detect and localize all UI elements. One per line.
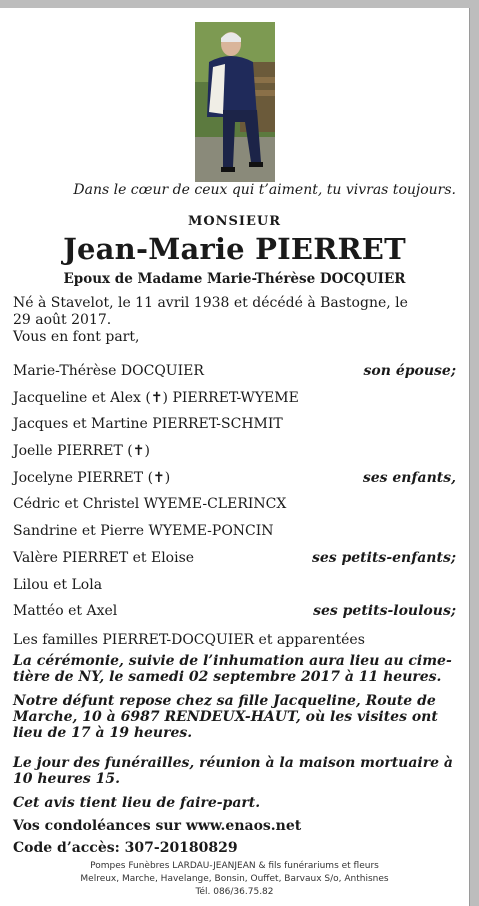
birth-line-3: Vous en font part, bbox=[13, 329, 140, 345]
footer-line-1: Pompes Funèbres LARDAU-JEANJEAN & fils funérariums et fleurs bbox=[90, 861, 379, 871]
portrait-photo bbox=[195, 22, 275, 182]
family-member-name: Jocelyne PIERRET (✝) bbox=[13, 469, 171, 486]
family-member-name: Mattéo et Axel bbox=[13, 603, 118, 620]
viewing-line-2: Marche, 10 à 6987 RENDEUX-HAUT, où les visites ont bbox=[13, 709, 438, 725]
family-member-name: Joelle PIERRET (✝) bbox=[13, 443, 150, 460]
ceremony-line-2: tière de NY, le samedi 02 septembre 2017 à 11 heures. bbox=[13, 669, 442, 685]
family-relation: ses petits-loulous; bbox=[313, 603, 456, 620]
reunion-line-2: 10 heures 15. bbox=[13, 771, 121, 787]
family-row bbox=[13, 385, 456, 412]
family-relation: ses petits-enfants; bbox=[311, 549, 456, 566]
family-relation: ses enfants, bbox=[362, 469, 456, 486]
family-row bbox=[13, 572, 456, 599]
spouse-line: Epoux de Madame Marie-Thérèse DOCQUIER bbox=[63, 271, 406, 287]
family-member-name: Jacques et Martine PIERRET-SCHMIT bbox=[13, 416, 283, 433]
funeral-home-footer bbox=[0, 860, 469, 899]
family-row bbox=[13, 518, 456, 545]
reunion-line-1: Le jour des funérailles, réunion à la maison mortuaire à bbox=[13, 755, 453, 771]
ceremony-info bbox=[13, 653, 456, 685]
family-member-name: Lilou et Lola bbox=[13, 576, 103, 593]
obituary-card bbox=[0, 8, 470, 906]
family-member-name: Jacqueline et Alex (✝) PIERRET-WYEME bbox=[13, 389, 299, 406]
notice-line: Cet avis tient lieu de faire-part. bbox=[13, 795, 261, 811]
portrait-image bbox=[195, 22, 275, 182]
family-row bbox=[13, 438, 456, 465]
family-member-name: Cédric et Christel WYEME-CLERINCX bbox=[13, 496, 287, 513]
family-list bbox=[13, 358, 456, 625]
family-row bbox=[13, 598, 456, 625]
family-member-name: Valère PIERRET et Eloise bbox=[13, 549, 195, 566]
motto: Dans le cœur de ceux qui t’aiment, tu vivras toujours. bbox=[73, 182, 456, 198]
family-row bbox=[13, 465, 456, 492]
family-member-name: Sandrine et Pierre WYEME-PONCIN bbox=[13, 523, 274, 540]
ceremony-line-1: La cérémonie, suivie de l’inhumation aura lieu au cime- bbox=[13, 653, 452, 669]
birth-death-info bbox=[13, 295, 456, 346]
birth-line-2: 29 août 2017. bbox=[13, 312, 112, 328]
access-code: Code d’accès: 307-20180829 bbox=[13, 840, 238, 856]
honorific: MONSIEUR bbox=[187, 214, 282, 229]
deceased-name: Jean-Marie PIERRET bbox=[63, 232, 406, 266]
family-row bbox=[13, 411, 456, 438]
viewing-info bbox=[13, 693, 456, 741]
condolences-line: Vos condoléances sur www.enaos.net bbox=[13, 818, 302, 834]
footer-line-2: Melreux, Marche, Havelange, Bonsin, Ouffet, Barvaux S/o, Anthisnes bbox=[80, 874, 389, 884]
viewing-line-3: lieu de 17 à 19 heures. bbox=[13, 725, 193, 741]
family-row bbox=[13, 358, 456, 385]
family-row bbox=[13, 491, 456, 518]
family-member-name: Marie-Thérèse DOCQUIER bbox=[13, 363, 204, 379]
birth-line-1: Né à Stavelot, le 11 avril 1938 et décédé à Bastogne, le bbox=[13, 295, 408, 311]
family-relation: son épouse; bbox=[363, 363, 456, 379]
footer-line-3: Tél. 086/36.75.82 bbox=[195, 887, 274, 897]
viewing-line-1: Notre défunt repose chez sa fille Jacqueline, Route de bbox=[13, 693, 436, 709]
families-line: Les familles PIERRET-DOCQUIER et apparentées bbox=[13, 632, 365, 648]
reunion-info bbox=[13, 755, 456, 787]
family-row bbox=[13, 545, 456, 572]
